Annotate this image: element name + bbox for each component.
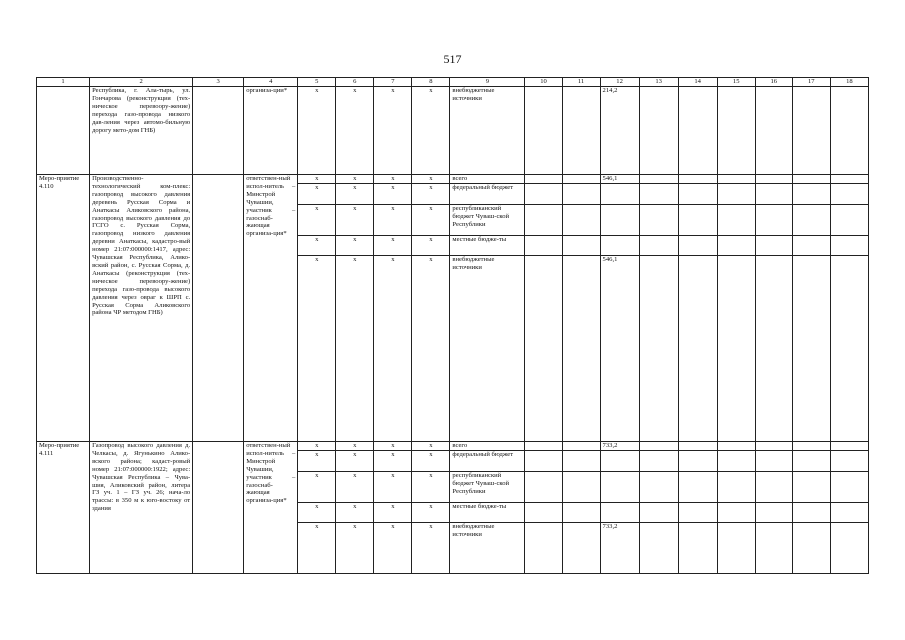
empty-cell — [639, 451, 678, 472]
empty-cell — [639, 442, 678, 451]
x-mark-cell: x — [374, 256, 412, 442]
funding-source-cell: местные бюдже-ты — [450, 503, 525, 523]
empty-cell — [678, 175, 717, 184]
x-mark-cell: x — [298, 175, 336, 184]
x-mark-cell: x — [298, 256, 336, 442]
participant-cell: ответствен-ный испол-нитель – Минстрой Чувашии, участник – газоснаб-жающая организа-ция* — [244, 175, 298, 442]
empty-cell — [755, 184, 792, 205]
empty-cell — [193, 442, 244, 574]
funding-source-cell: всего — [450, 175, 525, 184]
empty-cell — [562, 256, 600, 442]
x-mark-cell: x — [336, 451, 374, 472]
x-mark-cell: x — [374, 184, 412, 205]
empty-cell — [562, 236, 600, 256]
x-mark-cell: x — [412, 184, 450, 205]
empty-cell — [525, 236, 562, 256]
x-mark-cell: x — [412, 256, 450, 442]
empty-cell — [755, 523, 792, 574]
empty-cell — [525, 442, 562, 451]
x-mark-cell: x — [374, 503, 412, 523]
empty-cell — [830, 523, 868, 574]
participant-cell: ответствен-ный испол-нитель – Минстрой Чувашии, участник – газоснаб-жающая организа-ция* — [244, 442, 298, 574]
amount-cell — [600, 451, 639, 472]
empty-cell — [193, 175, 244, 442]
empty-cell — [792, 87, 830, 175]
empty-cell — [678, 503, 717, 523]
empty-cell — [717, 184, 755, 205]
empty-cell — [792, 175, 830, 184]
empty-cell — [830, 451, 868, 472]
x-mark-cell: x — [374, 87, 412, 175]
x-mark-cell: x — [298, 442, 336, 451]
x-mark-cell: x — [298, 236, 336, 256]
empty-cell — [717, 503, 755, 523]
empty-cell — [525, 503, 562, 523]
x-mark-cell: x — [298, 205, 336, 236]
empty-cell — [562, 442, 600, 451]
empty-cell — [792, 256, 830, 442]
empty-cell — [717, 442, 755, 451]
empty-cell — [717, 236, 755, 256]
amount-cell: 214,2 — [600, 87, 639, 175]
object-description-cell: Производственно-технологический ком-плекс: газопровод высокого давления деревень Русская Сорма и Анаткасы Аликовского района, газопровод высокого давления до ГСГО с. Русская Сорма, газопровод низкого давления деревни Анаткасы, кадастро-вый номер 21:07:000000:1417, адрес: Чувашская Республика, Алико-вский район, с. Русская Сорма, д. Анаткасы (реконструкция (тех-ническое перевоору-жение) перехода газо-провода высокого давления через овраг к ШРП с. Русская Сорма Аликовского района ЧР методом ГНБ) — [90, 175, 193, 442]
x-mark-cell: x — [336, 87, 374, 175]
empty-cell — [717, 87, 755, 175]
x-mark-cell: x — [336, 236, 374, 256]
empty-cell — [678, 523, 717, 574]
empty-cell — [830, 175, 868, 184]
empty-cell — [830, 442, 868, 451]
x-mark-cell: x — [298, 451, 336, 472]
x-mark-cell: x — [412, 236, 450, 256]
empty-cell — [678, 184, 717, 205]
empty-cell — [755, 256, 792, 442]
funding-source-cell: внебюджетные источники — [450, 87, 525, 175]
empty-cell — [678, 256, 717, 442]
amount-cell: 546,1 — [600, 256, 639, 442]
empty-cell — [678, 472, 717, 503]
empty-cell — [717, 205, 755, 236]
funding-source-cell: республиканский бюджет Чуваш-ской Республики — [450, 205, 525, 236]
empty-cell — [639, 523, 678, 574]
object-description-cell: Газопровод высокого давления д. Челкасы, д. Ягунькино Алико-вского района; кадаст-ровый номер 21:07:000000:1922; адрес: Чувашская Республика – Чува-шия, Аликовский район, литера ГЗ уч. 1 – ГЗ уч. 26; нача-ло трассы: в 350 м к юго-востоку от здания — [90, 442, 193, 574]
empty-cell — [755, 205, 792, 236]
empty-cell — [792, 472, 830, 503]
amount-cell — [600, 184, 639, 205]
funding-source-cell: всего — [450, 442, 525, 451]
column-number-cell: 8 — [412, 78, 450, 87]
empty-cell — [755, 451, 792, 472]
x-mark-cell: x — [374, 523, 412, 574]
funding-source-cell: федеральный бюджет — [450, 184, 525, 205]
x-mark-cell: x — [412, 87, 450, 175]
column-number-cell: 7 — [374, 78, 412, 87]
empty-cell — [792, 503, 830, 523]
empty-cell — [678, 236, 717, 256]
empty-cell — [717, 451, 755, 472]
empty-cell — [755, 236, 792, 256]
funding-source-cell: внебюджетные источники — [450, 523, 525, 574]
measure-label-cell: Меро-приятие 4.110 — [37, 175, 90, 442]
amount-cell: 733,2 — [600, 442, 639, 451]
x-mark-cell: x — [336, 523, 374, 574]
x-mark-cell: x — [298, 472, 336, 503]
x-mark-cell: x — [374, 175, 412, 184]
empty-cell — [562, 523, 600, 574]
column-number-cell: 9 — [450, 78, 525, 87]
column-number-cell: 14 — [678, 78, 717, 87]
funding-source-cell: местные бюдже-ты — [450, 236, 525, 256]
empty-cell — [193, 87, 244, 175]
column-number-cell: 6 — [336, 78, 374, 87]
x-mark-cell: x — [374, 472, 412, 503]
funding-source-cell: внебюджетные источники — [450, 256, 525, 442]
empty-cell — [717, 472, 755, 503]
x-mark-cell: x — [298, 184, 336, 205]
funding-source-cell: республиканский бюджет Чуваш-ской Республики — [450, 472, 525, 503]
empty-cell — [525, 87, 562, 175]
object-description-cell: Республика, г. Ала-тырь, ул. Гончарова (реконструкция (тех-ническое перевоору-жение) перехода газо-провода низкого дав-ления через автомо-бильную дорогу мето-дом ГНБ) — [90, 87, 193, 175]
empty-cell — [792, 523, 830, 574]
empty-cell — [525, 205, 562, 236]
amount-cell — [600, 472, 639, 503]
empty-cell — [717, 523, 755, 574]
column-number-cell: 1 — [37, 78, 90, 87]
empty-cell — [755, 175, 792, 184]
x-mark-cell: x — [374, 205, 412, 236]
x-mark-cell: x — [374, 442, 412, 451]
empty-cell — [562, 451, 600, 472]
x-mark-cell: x — [412, 503, 450, 523]
column-number-cell: 11 — [562, 78, 600, 87]
empty-cell — [830, 503, 868, 523]
empty-cell — [562, 184, 600, 205]
empty-cell — [830, 205, 868, 236]
column-number-cell: 10 — [525, 78, 562, 87]
x-mark-cell: x — [336, 442, 374, 451]
column-number-cell: 4 — [244, 78, 298, 87]
empty-cell — [639, 256, 678, 442]
x-mark-cell: x — [336, 184, 374, 205]
empty-cell — [678, 87, 717, 175]
funding-source-cell: федеральный бюджет — [450, 451, 525, 472]
column-number-row — [37, 78, 869, 87]
empty-cell — [830, 236, 868, 256]
page-number: 517 — [443, 52, 462, 66]
x-mark-cell: x — [336, 205, 374, 236]
empty-cell — [562, 205, 600, 236]
budget-table — [36, 77, 869, 574]
empty-cell — [525, 184, 562, 205]
empty-cell — [792, 451, 830, 472]
empty-cell — [678, 451, 717, 472]
empty-cell — [639, 236, 678, 256]
empty-cell — [717, 256, 755, 442]
empty-cell — [639, 175, 678, 184]
x-mark-cell: x — [336, 503, 374, 523]
x-mark-cell: x — [298, 87, 336, 175]
x-mark-cell: x — [298, 523, 336, 574]
amount-cell: 733,2 — [600, 523, 639, 574]
empty-cell — [792, 236, 830, 256]
column-number-cell: 12 — [600, 78, 639, 87]
empty-cell — [755, 442, 792, 451]
column-number-cell: 13 — [639, 78, 678, 87]
column-number-cell: 18 — [830, 78, 868, 87]
x-mark-cell: x — [374, 236, 412, 256]
empty-cell — [639, 184, 678, 205]
empty-cell — [639, 87, 678, 175]
empty-cell — [755, 87, 792, 175]
empty-cell — [792, 205, 830, 236]
empty-cell — [639, 503, 678, 523]
table-body — [37, 78, 869, 574]
empty-cell — [830, 184, 868, 205]
x-mark-cell: x — [374, 451, 412, 472]
column-number-cell: 3 — [193, 78, 244, 87]
empty-cell — [792, 442, 830, 451]
empty-cell — [678, 205, 717, 236]
x-mark-cell: x — [298, 503, 336, 523]
empty-cell — [562, 87, 600, 175]
empty-cell — [525, 256, 562, 442]
x-mark-cell: x — [412, 205, 450, 236]
empty-cell — [525, 472, 562, 503]
x-mark-cell: x — [412, 175, 450, 184]
empty-cell — [830, 87, 868, 175]
table-row — [37, 175, 869, 184]
column-number-cell: 17 — [792, 78, 830, 87]
column-number-cell: 15 — [717, 78, 755, 87]
column-number-cell: 16 — [755, 78, 792, 87]
x-mark-cell: x — [336, 472, 374, 503]
empty-cell — [717, 175, 755, 184]
amount-cell — [600, 236, 639, 256]
x-mark-cell: x — [336, 256, 374, 442]
x-mark-cell: x — [412, 442, 450, 451]
x-mark-cell: x — [412, 451, 450, 472]
amount-cell — [600, 205, 639, 236]
empty-cell — [525, 451, 562, 472]
x-mark-cell: x — [412, 472, 450, 503]
table-row — [37, 87, 869, 175]
measure-label-cell — [37, 87, 90, 175]
empty-cell — [792, 184, 830, 205]
empty-cell — [639, 205, 678, 236]
empty-cell — [639, 472, 678, 503]
x-mark-cell: x — [336, 175, 374, 184]
empty-cell — [830, 472, 868, 503]
empty-cell — [525, 175, 562, 184]
empty-cell — [678, 442, 717, 451]
empty-cell — [755, 503, 792, 523]
empty-cell — [830, 256, 868, 442]
column-number-cell: 5 — [298, 78, 336, 87]
column-number-cell: 2 — [90, 78, 193, 87]
participant-cell: организа-ции* — [244, 87, 298, 175]
empty-cell — [562, 503, 600, 523]
empty-cell — [525, 523, 562, 574]
empty-cell — [562, 175, 600, 184]
empty-cell — [562, 472, 600, 503]
x-mark-cell: x — [412, 523, 450, 574]
amount-cell — [600, 503, 639, 523]
empty-cell — [755, 472, 792, 503]
table-row — [37, 442, 869, 451]
measure-label-cell: Меро-приятие 4.111 — [37, 442, 90, 574]
amount-cell: 546,1 — [600, 175, 639, 184]
